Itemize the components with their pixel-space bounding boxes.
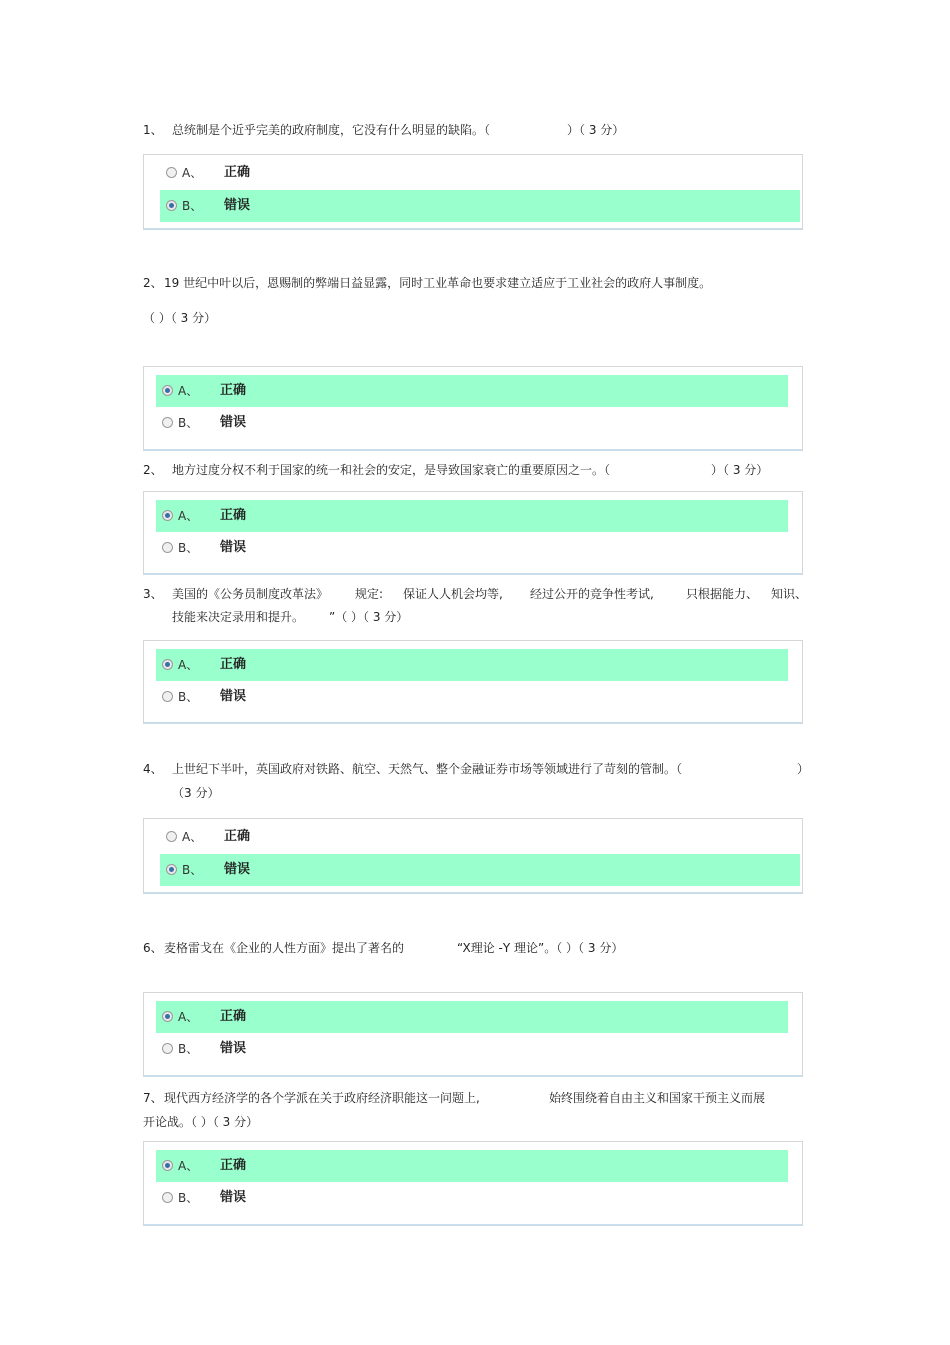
radio-icon[interactable] (162, 417, 173, 428)
question-text: 现代西方经济学的各个学派在关于政府经济职能这一问题上, (164, 1091, 480, 1105)
option-letter: A、 (178, 384, 199, 398)
question-text: 上世纪下半叶，英国政府对铁路、航空、天然气、整个金融证券市场等领域进行了苛刻的管制。（ (172, 762, 683, 776)
radio-icon[interactable] (162, 542, 173, 553)
question-score: （3 分） (172, 786, 220, 800)
option-a-selected[interactable] (156, 649, 788, 681)
option-letter: B、 (178, 690, 199, 704)
question-number: 1、 (143, 123, 163, 137)
options-box (143, 992, 803, 1077)
radio-icon[interactable] (166, 167, 177, 178)
question-score: ”（ ）（ 3 分） (329, 610, 409, 624)
options-box (143, 1141, 803, 1226)
option-label: 错误 (220, 415, 247, 430)
option-a[interactable] (160, 157, 800, 189)
radio-selected-icon[interactable] (162, 385, 173, 396)
question-text-part: 美国的《公务员制度改革法》 (172, 587, 329, 601)
question-paren: ） (797, 762, 810, 776)
question-score: （ ）（ 3 分） (143, 311, 217, 325)
question-number: 7、 (143, 1091, 163, 1105)
option-letter: A、 (178, 1159, 199, 1173)
radio-selected-icon[interactable] (166, 200, 177, 211)
option-letter: A、 (182, 166, 203, 180)
option-label: 正确 (220, 508, 247, 523)
option-label: 错误 (220, 1190, 247, 1205)
options-box (143, 818, 803, 894)
option-a-selected[interactable] (156, 500, 788, 532)
question-text: 技能来决定录用和提升。 (172, 610, 305, 624)
question-score: ）（ 3 分） (567, 123, 625, 137)
question-text: 地方过度分权不利于国家的统一和社会的安定，是导致国家衰亡的重要原因之一。（ (172, 463, 611, 477)
radio-icon[interactable] (162, 691, 173, 702)
option-b-selected[interactable] (160, 854, 800, 886)
option-b[interactable] (156, 407, 788, 439)
option-letter: B、 (178, 541, 199, 555)
question-number: 2、 (143, 463, 163, 477)
question-text: 总统制是个近乎完美的政府制度，它没有什么明显的缺陷。（ (172, 123, 491, 137)
question-number: 3、 (143, 587, 163, 601)
options-box (143, 640, 803, 724)
option-letter: B、 (178, 416, 199, 430)
radio-selected-icon[interactable] (166, 864, 177, 875)
question-number: 2、 (143, 276, 163, 290)
question-score: 开论战。（ ）（ 3 分） (143, 1115, 259, 1129)
question-number: 4、 (143, 762, 163, 776)
option-letter: B、 (178, 1042, 199, 1056)
options-box (143, 491, 803, 575)
question-text-part: 知识、 (771, 587, 808, 601)
option-letter: B、 (178, 1191, 199, 1205)
option-b[interactable] (156, 1182, 788, 1214)
question-text-part: 经过公开的竞争性考试, (530, 587, 654, 601)
option-label: 正确 (224, 829, 251, 844)
option-b[interactable] (156, 532, 788, 564)
option-letter: A、 (178, 509, 199, 523)
radio-selected-icon[interactable] (162, 1160, 173, 1171)
question-score: “X理论 -Y 理论”。（ ）（ 3 分） (457, 941, 624, 955)
option-label: 错误 (220, 540, 247, 555)
option-letter: A、 (178, 658, 199, 672)
question-text-tail: 始终围绕着自由主义和国家干预主义而展 (549, 1091, 766, 1105)
option-a-selected[interactable] (156, 1001, 788, 1033)
question-text-part: 保证人人机会均等, (403, 587, 503, 601)
question-number: 6、 (143, 941, 163, 955)
question-text-part: 只根据能力、 (686, 587, 759, 601)
radio-selected-icon[interactable] (162, 1011, 173, 1022)
option-letter: A、 (178, 1010, 199, 1024)
option-label: 正确 (224, 165, 251, 180)
options-box (143, 154, 803, 230)
option-b[interactable] (156, 681, 788, 713)
radio-icon[interactable] (162, 1043, 173, 1054)
radio-icon[interactable] (162, 1192, 173, 1203)
radio-selected-icon[interactable] (162, 510, 173, 521)
option-label: 正确 (220, 1158, 247, 1173)
option-label: 错误 (220, 1041, 247, 1056)
option-a-selected[interactable] (156, 1150, 788, 1182)
option-b-selected[interactable] (160, 190, 800, 222)
question-text: 麦格雷戈在《企业的人性方面》提出了著名的 (164, 941, 405, 955)
option-a[interactable] (160, 821, 800, 853)
options-box (143, 366, 803, 451)
option-a-selected[interactable] (156, 375, 788, 407)
option-letter: B、 (182, 199, 203, 213)
option-label: 正确 (220, 657, 247, 672)
option-label: 正确 (220, 383, 247, 398)
radio-selected-icon[interactable] (162, 659, 173, 670)
option-label: 错误 (224, 198, 251, 213)
question-text: 19 世纪中叶以后，恩赐制的弊端日益显露，同时工业革命也要求建立适应于工业社会的政府人事制度。 (164, 276, 712, 290)
option-label: 正确 (220, 1009, 247, 1024)
option-letter: A、 (182, 830, 203, 844)
question-score: ）（ 3 分） (711, 463, 769, 477)
option-b[interactable] (156, 1033, 788, 1065)
option-letter: B、 (182, 863, 203, 877)
radio-icon[interactable] (166, 831, 177, 842)
question-text-part: 规定: (355, 587, 384, 601)
option-label: 错误 (220, 689, 247, 704)
option-label: 错误 (224, 862, 251, 877)
